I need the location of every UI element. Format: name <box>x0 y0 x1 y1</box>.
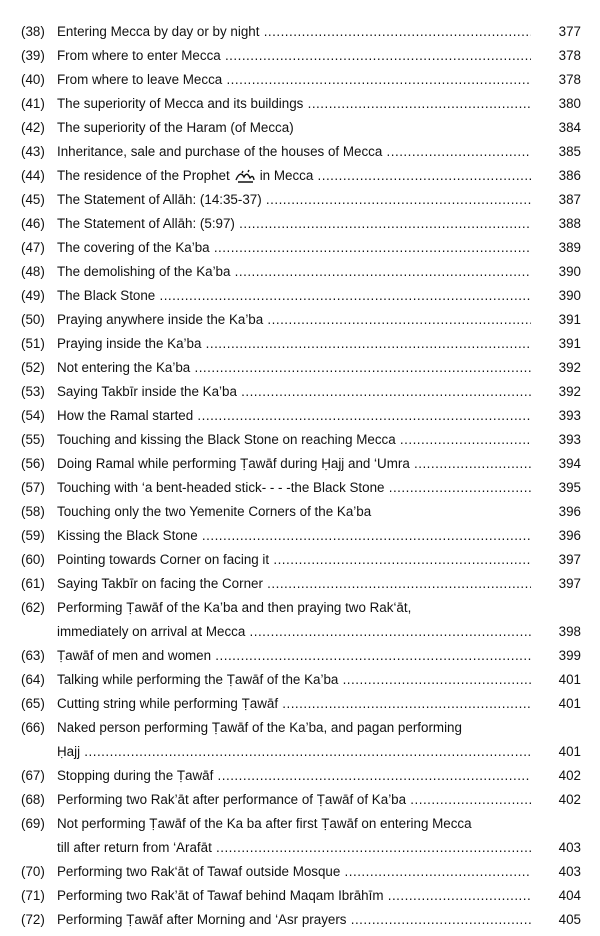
entry-title: Performing two Rak’āt of Tawaf behind Maqam Ibrāhīm ..... <box>57 888 531 904</box>
entry-title: Talking while performing the Ṭawāf of the Ka’ba ..... <box>57 672 531 688</box>
entry-title-continuation: immediately on arrival at Mecca ..... <box>57 624 531 640</box>
entry-title: The superiority of the Haram (of Mecca) <box>57 120 294 135</box>
entry-number: (39) <box>21 48 45 63</box>
entry-number: (43) <box>21 144 45 159</box>
entry-title: The Statement of Allāh: (14:35-37) ..... <box>57 192 531 208</box>
entry-title: The covering of the Ka’ba ..... <box>57 240 531 256</box>
entry-number: (63) <box>21 648 45 663</box>
entry-number: (47) <box>21 240 45 255</box>
entry-page: 387 <box>558 192 581 207</box>
entry-title: Performing Ṭawāf of the Ka’ba and then praying two Rak‘āt, <box>57 600 412 615</box>
entry-number: (51) <box>21 336 45 351</box>
entry-title: Praying inside the Ka’ba ..... <box>57 336 531 352</box>
entry-title: From where to enter Mecca ..... <box>57 48 531 64</box>
entry-title: The residence of the Prophet in Mecca ..... <box>57 168 531 184</box>
entry-number: (46) <box>21 216 45 231</box>
entry-page: 392 <box>558 384 581 399</box>
entry-title: Ṭawāf of men and women ..... <box>57 648 531 664</box>
entry-page: 405 <box>558 912 581 927</box>
entry-page: 391 <box>558 312 581 327</box>
entry-page: 402 <box>558 792 581 807</box>
entry-page: 385 <box>558 144 581 159</box>
entry-title: Pointing towards Corner on facing it ..... <box>57 552 531 568</box>
entry-page: 384 <box>558 120 581 135</box>
entry-page: 389 <box>558 240 581 255</box>
entry-page: 392 <box>558 360 581 375</box>
entry-title: Touching only the two Yemenite Corners of the Ka’ba <box>57 504 372 519</box>
entry-page: 377 <box>558 24 581 39</box>
entry-title: The demolishing of the Ka’ba ..... <box>57 264 531 280</box>
entry-number: (45) <box>21 192 45 207</box>
calligraphy-seal-icon <box>234 168 256 184</box>
entry-page: 390 <box>558 288 581 303</box>
entry-number: (42) <box>21 120 45 135</box>
entry-number: (54) <box>21 408 45 423</box>
entry-title: From where to leave Mecca ..... <box>57 72 531 88</box>
entry-title: Cutting string while performing Ṭawāf ..... <box>57 696 531 712</box>
entry-title: Performing two Rak‘āt of Tawaf outside Mosque ..... <box>57 864 531 880</box>
entry-number: (65) <box>21 696 45 711</box>
entry-page: 378 <box>558 72 581 87</box>
entry-title: The Statement of Allāh: (5:97) ..... <box>57 216 531 232</box>
entry-title: How the Ramal started ..... <box>57 408 531 424</box>
entry-number: (71) <box>21 888 45 903</box>
entry-number: (56) <box>21 456 45 471</box>
entry-number: (41) <box>21 96 45 111</box>
entry-page: 397 <box>558 552 581 567</box>
entry-page: 402 <box>558 768 581 783</box>
entry-title: Praying anywhere inside the Ka’ba ..... <box>57 312 531 328</box>
entry-page: 397 <box>558 576 581 591</box>
entry-number: (58) <box>21 504 45 519</box>
entry-page: 391 <box>558 336 581 351</box>
entry-number: (44) <box>21 168 45 183</box>
entry-title: Inheritance, sale and purchase of the houses of Mecca ..... <box>57 144 531 160</box>
entry-number: (60) <box>21 552 45 567</box>
entry-number: (69) <box>21 816 45 831</box>
entry-page: 394 <box>558 456 581 471</box>
entry-number: (61) <box>21 576 45 591</box>
entry-title: Performing two Rak’āt after performance of Ṭawāf of Ka’ba ..... <box>57 792 531 808</box>
entry-number: (57) <box>21 480 45 495</box>
entry-title-continuation: Ḥajj ..... <box>57 744 531 760</box>
entry-title: Stopping during the Ṭawāf ..... <box>57 768 531 784</box>
entry-page: 388 <box>558 216 581 231</box>
entry-number: (59) <box>21 528 45 543</box>
entry-title: Doing Ramal while performing Ṭawāf during Ḥajj and ‘Umra ..... <box>57 456 531 472</box>
entry-title: Kissing the Black Stone ..... <box>57 528 531 544</box>
entry-number: (49) <box>21 288 45 303</box>
entry-number: (38) <box>21 24 45 39</box>
entry-page: 396 <box>558 504 581 519</box>
entry-page: 399 <box>558 648 581 663</box>
entry-title: The Black Stone ..... <box>57 288 531 304</box>
entry-page: 393 <box>558 432 581 447</box>
entry-title: Entering Mecca by day or by night ..... <box>57 24 531 40</box>
entry-title: Not entering the Ka’ba ..... <box>57 360 531 376</box>
entry-title: Performing Ṭawāf after Morning and ‘Asr prayers ..... <box>57 912 531 928</box>
entry-title: Not performing Ṭawāf of the Ka ba after first Ṭawāf on entering Mecca <box>57 816 472 831</box>
entry-page: 386 <box>558 168 581 183</box>
entry-title: The superiority of Mecca and its buildings ..... <box>57 96 531 112</box>
entry-number: (64) <box>21 672 45 687</box>
entry-number: (72) <box>21 912 45 927</box>
entry-title: Saying Takbīr inside the Ka’ba ..... <box>57 384 531 400</box>
entry-page: 398 <box>558 624 581 639</box>
entry-page: 393 <box>558 408 581 423</box>
entry-page: 396 <box>558 528 581 543</box>
entry-title: Saying Takbīr on facing the Corner ..... <box>57 576 531 592</box>
entry-page: 390 <box>558 264 581 279</box>
entry-page: 401 <box>558 696 581 711</box>
entry-title: Touching with ‘a bent-headed stick- - - -the Black Stone ..... <box>57 480 531 496</box>
entry-page: 395 <box>558 480 581 495</box>
entry-number: (40) <box>21 72 45 87</box>
entry-page: 401 <box>558 744 581 759</box>
entry-page: 403 <box>558 840 581 855</box>
entry-number: (66) <box>21 720 45 735</box>
entry-page: 378 <box>558 48 581 63</box>
entry-title-continuation: till after return from ‘Arafāt ..... <box>57 840 531 856</box>
entry-number: (55) <box>21 432 45 447</box>
entry-title: Naked person performing Ṭawāf of the Ka’ba, and pagan performing <box>57 720 462 735</box>
entry-page: 401 <box>558 672 581 687</box>
entry-page: 403 <box>558 864 581 879</box>
entry-page: 380 <box>558 96 581 111</box>
entry-number: (50) <box>21 312 45 327</box>
entry-number: (68) <box>21 792 45 807</box>
entry-title: Touching and kissing the Black Stone on reaching Mecca ..... <box>57 432 531 448</box>
entry-number: (62) <box>21 600 45 615</box>
entry-number: (52) <box>21 360 45 375</box>
entry-number: (53) <box>21 384 45 399</box>
entry-number: (48) <box>21 264 45 279</box>
entry-number: (70) <box>21 864 45 879</box>
entry-number: (67) <box>21 768 45 783</box>
entry-page: 404 <box>558 888 581 903</box>
